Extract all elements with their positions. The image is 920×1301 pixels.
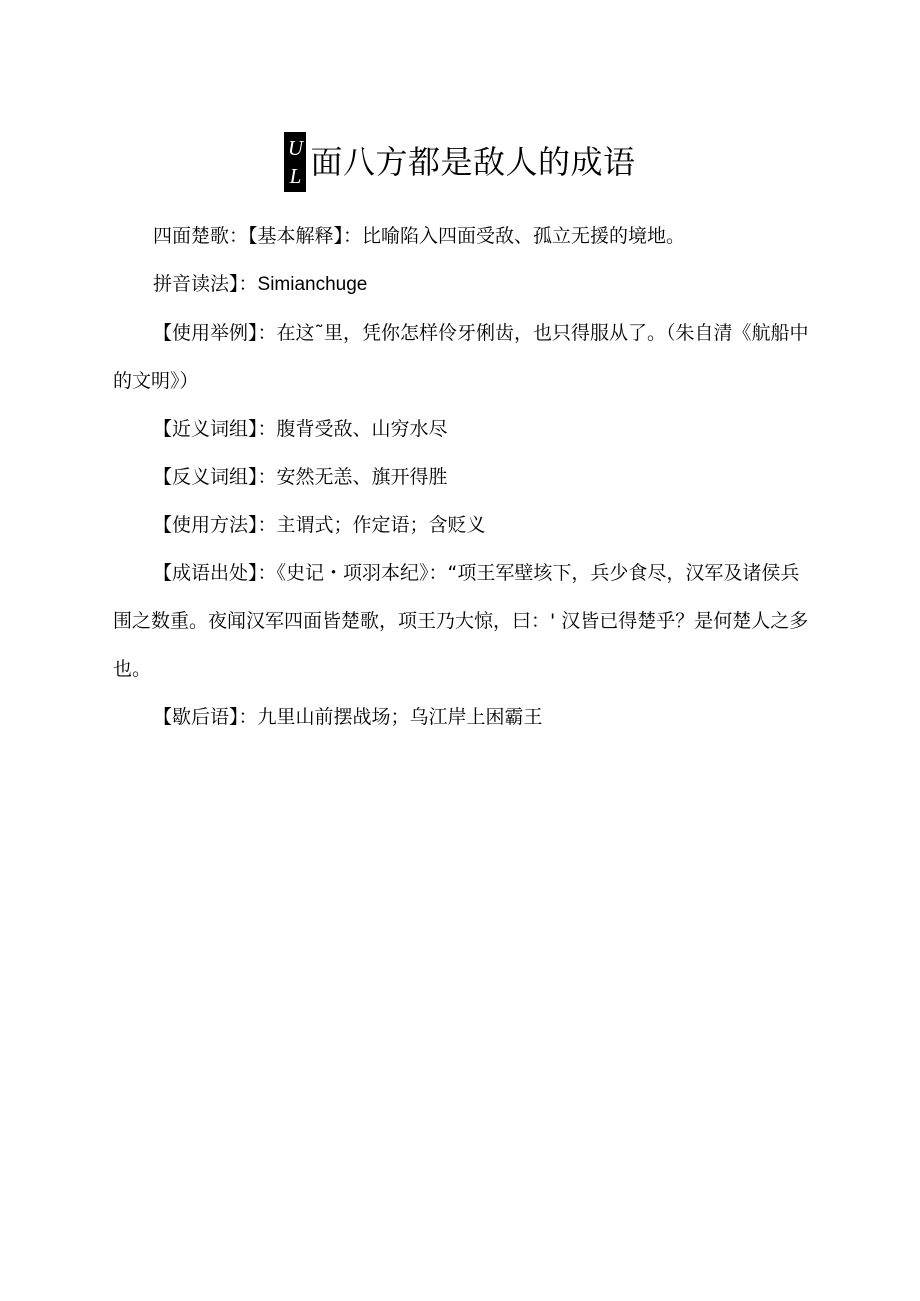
entry-text: Simianchuge xyxy=(257,274,368,295)
title-glyph-bottom: L xyxy=(289,164,302,188)
entry-label: 【成语出处】： xyxy=(153,562,277,584)
entry-antonyms xyxy=(113,453,813,501)
entry-text: 主谓式；作定语；含贬义 xyxy=(276,514,486,536)
entry-label: 【歇后语】： xyxy=(153,706,258,728)
entry-label: 【使用举例】： xyxy=(153,322,277,344)
entry-label: 拼音读法】： xyxy=(153,273,258,295)
document-title xyxy=(0,132,920,192)
entry-source xyxy=(113,549,813,693)
entry-text: 比喻陷入四面受敌、孤立无援的境地。 xyxy=(362,225,686,247)
entry-basic-meaning xyxy=(113,212,813,260)
entry-text: 《史记・项羽本纪》：“项王军壁垓下，兵少食尽，汉军及诸侯兵围之数重。夜闻汉军四面皆楚歌，项王乃大惊，曰：' 汉皆已得楚乎？是何楚人之多也。 xyxy=(113,562,809,680)
entry-text: 九里山前摆战场；乌江岸上困霸王 xyxy=(257,706,543,728)
entry-usage-method xyxy=(113,501,813,549)
entry-label: 【反义词组】： xyxy=(153,466,277,488)
entry-label: 【近义词组】： xyxy=(153,418,277,440)
entry-text: 腹背受敌、山穷水尽 xyxy=(276,418,448,440)
title-text: 面八方都是敌人的成语 xyxy=(310,143,636,181)
entry-synonyms xyxy=(113,405,813,453)
entry-xiehouyu xyxy=(113,693,813,741)
entry-label: 【使用方法】： xyxy=(153,514,277,536)
entry-pinyin xyxy=(113,260,813,309)
entry-text: 在这˜里，凭你怎样伶牙俐齿，也只得服从了。（朱自清《航船中的文明》） xyxy=(113,322,809,392)
title-glyph-block xyxy=(284,132,306,192)
entry-usage-example xyxy=(113,309,813,405)
title-glyph-top: U xyxy=(287,136,304,160)
entry-label: 四面楚歌：【基本解释】： xyxy=(153,225,363,247)
entry-text: 安然无恙、旗开得胜 xyxy=(276,466,448,488)
document-body xyxy=(113,212,813,741)
